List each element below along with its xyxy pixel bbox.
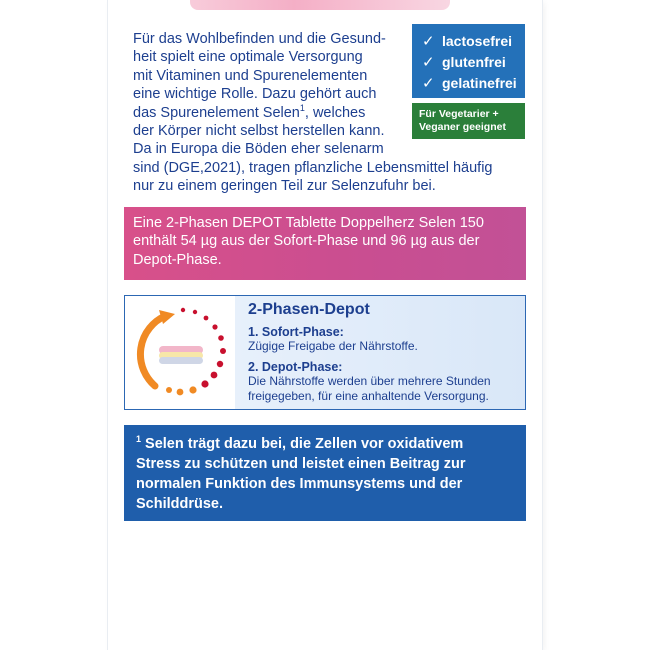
footnote-line: Schilddrüse. bbox=[136, 496, 224, 512]
free-from-item bbox=[422, 72, 525, 93]
dosage-line: enthält 54 µg aus der Sofort-Phase und 96 µg aus der bbox=[133, 233, 480, 250]
check-icon: ✓ bbox=[422, 73, 435, 92]
phase1-text: Zügige Freigabe der Nährstoffe. bbox=[248, 339, 418, 353]
phase2-text: freigegeben, für eine anhaltende Versorgung. bbox=[248, 389, 489, 403]
intro-line-part: , welches bbox=[304, 104, 366, 121]
free-from-label: gelatinefrei bbox=[442, 74, 517, 91]
footnote-line: Stress zu schützen und leistet einen Beitrag zur bbox=[136, 456, 466, 472]
phase1-heading: 1. Sofort-Phase: bbox=[248, 325, 344, 339]
intro-line-part: das Spurenelement Selen bbox=[133, 104, 300, 121]
intro-line: eine wichtige Rolle. Dazu gehört auch bbox=[133, 86, 377, 103]
dosage-band bbox=[124, 207, 526, 280]
free-from-label: glutenfrei bbox=[442, 53, 506, 70]
footnote-line: normalen Funktion des Immunsystems und der bbox=[136, 476, 463, 492]
intro-line: mit Vitaminen und Spurenelementen bbox=[133, 67, 368, 84]
intro-tail-text bbox=[133, 159, 523, 196]
depot-title: 2-Phasen-Depot bbox=[248, 301, 370, 318]
dosage-line: Depot-Phase. bbox=[133, 251, 222, 268]
phase2-heading: 2. Depot-Phase: bbox=[248, 360, 343, 374]
footnote-marker: 1 bbox=[136, 434, 142, 445]
footnote-ref: 1 bbox=[299, 102, 305, 113]
intro-line: nur zu einem geringen Teil zur Selenzufuhr bei. bbox=[133, 178, 436, 195]
vegan-badge-line: Für Vegetarier + bbox=[419, 108, 499, 120]
intro-line: heit spielt eine optimale Versorgung bbox=[133, 49, 363, 66]
intro-line: der Körper nicht selbst herstellen kann. bbox=[133, 123, 385, 140]
depot-info-box bbox=[124, 295, 526, 410]
free-from-label: lactosefrei bbox=[442, 32, 513, 49]
check-icon: ✓ bbox=[422, 52, 435, 71]
vegan-badge bbox=[412, 103, 525, 139]
free-from-badge bbox=[412, 24, 525, 98]
footnote-band bbox=[124, 425, 526, 521]
package-top-strip bbox=[190, 0, 450, 10]
free-from-item bbox=[422, 51, 525, 72]
footnote-line-text: Selen trägt dazu bei, die Zellen vor oxidativem bbox=[145, 436, 464, 452]
intro-line: sind (DGE,2021), tragen pflanzliche Lebensmittel häufig bbox=[133, 160, 493, 176]
intro-line bbox=[133, 104, 405, 122]
footnote-line bbox=[136, 434, 516, 454]
intro-line: Da in Europa die Böden eher selenarm bbox=[133, 141, 384, 158]
intro-text bbox=[133, 30, 405, 159]
release-clock-icon bbox=[129, 300, 237, 408]
vegan-badge-line: Veganer geeignet bbox=[419, 121, 506, 133]
dosage-line: Eine 2-Phasen DEPOT Tablette Doppelherz Selen 150 bbox=[133, 215, 484, 231]
intro-line: Für das Wohlbefinden und die Gesund- bbox=[133, 31, 386, 47]
free-from-item bbox=[422, 30, 525, 51]
phase2-text: Die Nährstoffe werden über mehrere Stunden bbox=[248, 374, 491, 388]
check-icon: ✓ bbox=[422, 31, 435, 50]
